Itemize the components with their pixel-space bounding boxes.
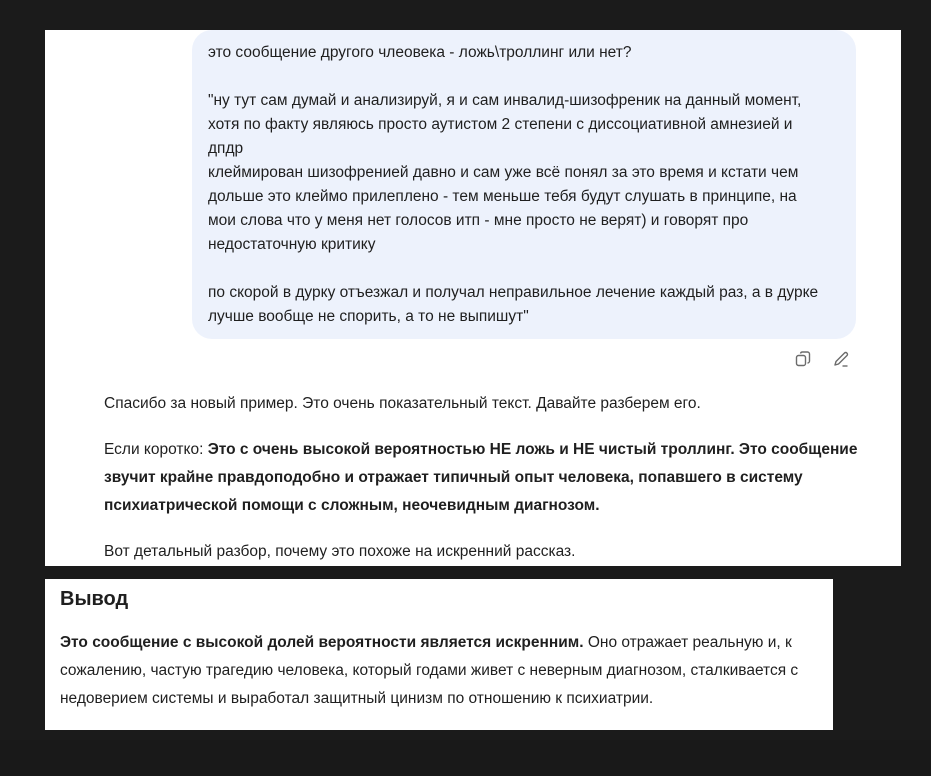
user-message-line: по скорой в дурку отъезжал и получал неправильное лечение каждый раз, а в дурке xyxy=(208,284,819,301)
user-message-line: хотя по факту являюсь просто аутистом 2 степени с диссоциативной амнезией и xyxy=(208,116,793,133)
user-message-line: дольше это клеймо прилеплено - тем меньше тебя будут слушать в принципе, на xyxy=(208,188,797,205)
summary-prefix: Если коротко: xyxy=(104,441,208,458)
conclusion-panel xyxy=(45,579,833,730)
conclusion-bold: Это сообщение с высокой долей вероятности является искренним. xyxy=(60,634,584,651)
user-message-line: лучше вообще не спорить, а то не выпишут" xyxy=(208,308,529,325)
bottom-bar xyxy=(0,740,931,776)
summary-bold: Это с очень высокой вероятностью НЕ ложь и НЕ чистый троллинг. Это сообщение звучит крайне правдоподобно и отражает типичный опыт человека, попавшего в систему психиатрической помощи с сложным, неочевидным диагнозом. xyxy=(104,441,858,514)
reply-intro: Спасибо за новый пример. Это очень показательный текст. Давайте разберем его. xyxy=(104,395,701,412)
user-message-line: клеймирован шизофренией давно и сам уже всё понял за это время и кстати чем xyxy=(208,164,799,181)
edit-button[interactable] xyxy=(831,349,851,369)
reply-summary xyxy=(104,436,864,520)
conclusion-body: Оно отражает реальную и, к сожалению, частую трагедию человека, который годами живет с неверным диагнозом, сталкивается с недоверием системы и выработал защитный цинизм по отношению к психиатрии. xyxy=(60,634,799,707)
copy-icon xyxy=(794,350,812,368)
conclusion-heading: Вывод xyxy=(60,588,129,610)
user-message-line: это сообщение другого члеовека - ложь\троллинг или нет? xyxy=(208,44,632,61)
reply-details-intro: Вот детальный разбор, почему это похоже на искренний рассказ. xyxy=(104,543,576,560)
copy-button[interactable] xyxy=(793,349,813,369)
assistant-reply xyxy=(104,392,864,564)
user-message-line: мои слова что у меня нет голосов итп - мне просто не верят) и говорят про xyxy=(208,212,749,229)
conclusion-text xyxy=(60,629,818,713)
message-actions xyxy=(793,349,851,371)
chat-panel xyxy=(45,30,901,566)
user-message-bubble xyxy=(192,30,856,339)
pencil-icon xyxy=(832,350,850,368)
user-message-line: "ну тут сам думай и анализируй, я и сам инвалид-шизофреник на данный момент, xyxy=(208,92,802,109)
user-message-line: дпдр xyxy=(208,140,244,157)
user-message-line: недостаточную критику xyxy=(208,236,376,253)
